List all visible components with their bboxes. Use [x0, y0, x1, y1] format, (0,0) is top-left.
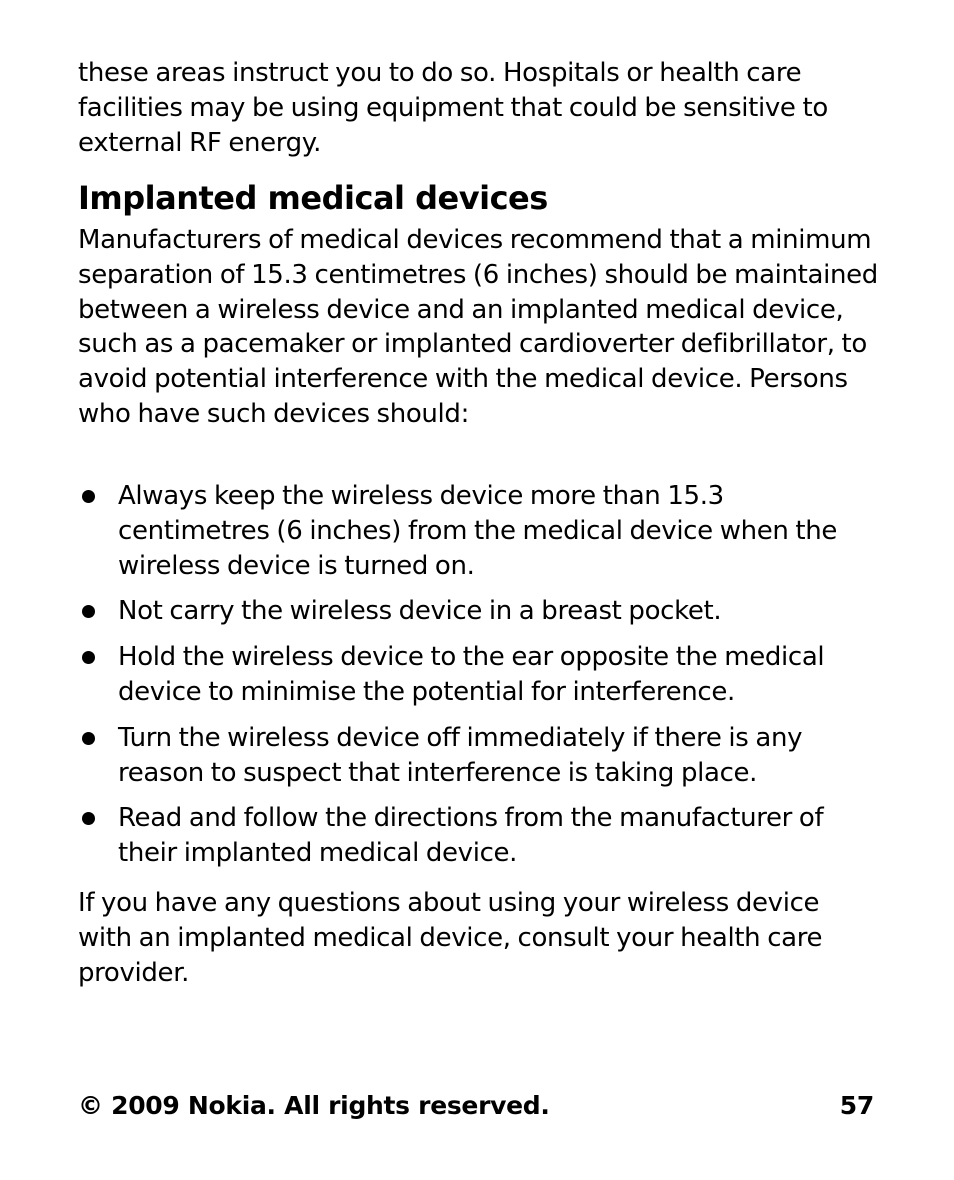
list-item: [78, 640, 878, 710]
section-paragraph: Manufacturers of medical devices recommend that a minimum separation of 15.3 centimetres (6 inches) should be maintained between a wireless device and an implanted medical device, such as a pacemaker or implanted cardioverter defibrillator, to avoid potential interference with the medical device. Persons who have such devices should:: [78, 225, 878, 429]
bullet-icon: [82, 605, 95, 618]
list-item-text: Always keep the wireless device more than 15.3 centimetres (6 inches) from the medical device when the wireless device is turned on.: [118, 481, 838, 581]
page-number: 57: [839, 1091, 874, 1120]
intro-paragraph: these areas instruct you to do so. Hospitals or health care facilities may be using equipment that could be sensitive to external RF energy.: [78, 58, 828, 158]
list-item: [78, 594, 878, 629]
list-item: [78, 721, 878, 791]
list-item-text: Turn the wireless device off immediately if there is any reason to suspect that interference is taking place.: [118, 722, 803, 788]
bullet-icon: [82, 490, 95, 503]
list-item-text: Not carry the wireless device in a breast pocket.: [118, 596, 722, 627]
list-item-text: Read and follow the directions from the manufacturer of their implanted medical device.: [118, 803, 824, 869]
list-item: [78, 801, 878, 871]
list-item: [78, 479, 878, 583]
section-heading: Implanted medical devices: [78, 179, 548, 217]
recommendation-list: [78, 479, 878, 882]
bullet-icon: [82, 651, 95, 664]
bullet-icon: [82, 812, 95, 825]
list-item-text: Hold the wireless device to the ear opposite the medical device to minimise the potential for interference.: [118, 642, 825, 707]
closing-paragraph: If you have any questions about using your wireless device with an implanted medical device, consult your health care provider.: [78, 888, 823, 988]
copyright-notice: © 2009 Nokia. All rights reserved.: [78, 1091, 550, 1120]
page-footer: [78, 1089, 874, 1123]
bullet-icon: [82, 732, 95, 745]
